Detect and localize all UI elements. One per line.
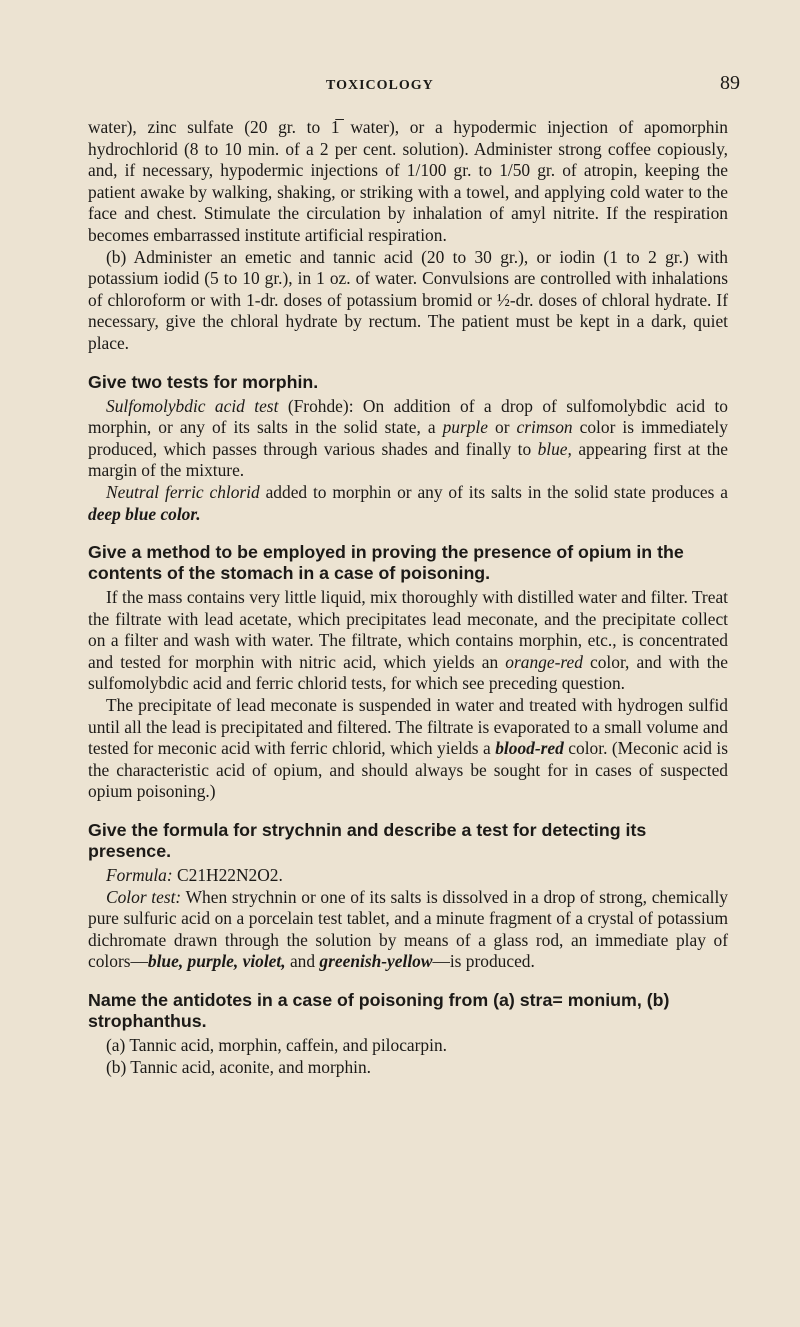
answer-text: color, and with the sulfomolybdic acid and ferric chlorid tests, for which see preceding question. <box>88 651 728 694</box>
answer-text: color is immediately produced, which passes through various shades and finally to <box>88 417 728 459</box>
paragraph-antidote-a: water), zinc sulfate (20 gr. to 1̅ water), or a hypodermic injection of apomorphin hydrochlorid (8 to 10 min. of a 2 per cent. solution). Administer strong coffee copiously, and, if necessary, hypodermic injections of 1/100 gr. to 1/50 gr. of atropin, keeping the patient awake by walking, shaking, or striking with a towel, and applying cold water to the face and chest. Stimulate the circulation by inhalation of amyl nitrite. If the respiration becomes embarrassed institute artificial respiration. <box>88 117 728 245</box>
running-title: TOXICOLOGY <box>326 78 434 93</box>
question-morphin-tests: Give two tests for morphin. <box>88 371 319 392</box>
page-number: 89 <box>720 72 740 94</box>
answer-strychnin-formula <box>88 865 728 887</box>
question-opium-method: Give a method to be employed in proving the presence of opium in the contents of the stomach in a case of poisoning. <box>88 542 684 584</box>
color-blue: blue, <box>537 438 572 459</box>
answer-strychnin-color-test <box>88 887 728 973</box>
answer-sulfomolybdic <box>88 396 728 482</box>
question-antidotes: Name the antidotes in a case of poisoning from (a) stra= monium, (b) strophanthus. <box>88 990 670 1031</box>
term-ferric-chlorid: Neutral ferric chlorid <box>106 481 260 502</box>
color-blood-red: blood-red <box>495 738 564 759</box>
term-color-test: Color test: <box>106 886 182 907</box>
answer-text: —is produced. <box>432 951 535 972</box>
answer-text: appearing first at the margin of the mixture. <box>88 438 728 481</box>
answer-text: added to morphin or any of its salts in the solid state produces a <box>265 481 728 502</box>
term-formula: Formula: <box>106 865 173 886</box>
answer-text: If the mass contains very little liquid, mix thoroughly with distilled water and filter. Treat the filtrate with lead acetate, which precipitates lead meconate, and the precipitate collect on a filter and wash with water. The filtrate, which contains morphin, etc., is concentrated and tested for morphin with nitric acid, which yields an <box>88 587 728 672</box>
color-deep-blue: deep blue color. <box>88 503 201 524</box>
answer-text: or <box>495 417 510 438</box>
color-purple: purple <box>442 417 488 438</box>
strychnin-formula: C21H22N2O2. <box>177 865 283 886</box>
answer-text: When strychnin or one of its salts is dissolved in a drop of strong, chemically pure sulfuric acid on a porcelain test tablet, and a minute fragment of a crystal of potassium dichromate drawn through the solution by means of a glass rod, an immediate play of colors— <box>88 886 728 972</box>
answer-strophanthus: (b) Tannic acid, aconite, and morphin. <box>106 1056 372 1077</box>
answer-text: and <box>289 951 316 972</box>
color-greenish-yellow: greenish-yellow <box>319 951 433 972</box>
color-crimson: crimson <box>516 417 573 438</box>
answer-opium-part1 <box>88 587 728 695</box>
paragraph-antidote-b: (b) Administer an emetic and tannic acid (20 to 30 gr.), or iodin (1 to 2 gr.) with potassium iodid (5 to 10 gr.), in 1 oz. of water. Convulsions are controlled with inhalations of chloroform or with 1-dr. doses of potassium bromid or ½-dr. doses of chloral hydrate. If necessary, give the chloral hydrate by rectum. The patient must be kept in a dark, quiet place. <box>88 246 728 353</box>
answer-ferric-chlorid <box>88 482 728 525</box>
page-body <box>88 117 728 1078</box>
answer-stramonium: (a) Tannic acid, morphin, caffein, and pilocarpin. <box>106 1035 447 1055</box>
color-orange-red: orange-red <box>505 651 583 672</box>
color-list: blue, purple, violet, <box>147 951 286 972</box>
term-sulfomolybdic: Sulfomolybdic acid test <box>106 395 279 416</box>
answer-opium-part2 <box>88 695 728 803</box>
running-header <box>0 72 800 102</box>
answer-text: color. (Meconic acid is the characteristic acid of opium, and should always be sought for in cases of suspected opium poisoning.) <box>88 738 728 802</box>
question-strychnin: Give the formula for strychnin and describe a test for detecting its presence. <box>88 820 647 862</box>
answer-text: (Frohde): On addition of a drop of sulfomolybdic acid to morphin, or any of its salts in the solid state, a <box>88 395 728 438</box>
answer-text: The precipitate of lead meconate is suspended in water and treated with hydrogen sulfid until all the lead is precipitated and filtered. The filtrate is evaporated to a small volume and tested for meconic acid with ferric chlorid, which yields a <box>88 695 728 759</box>
